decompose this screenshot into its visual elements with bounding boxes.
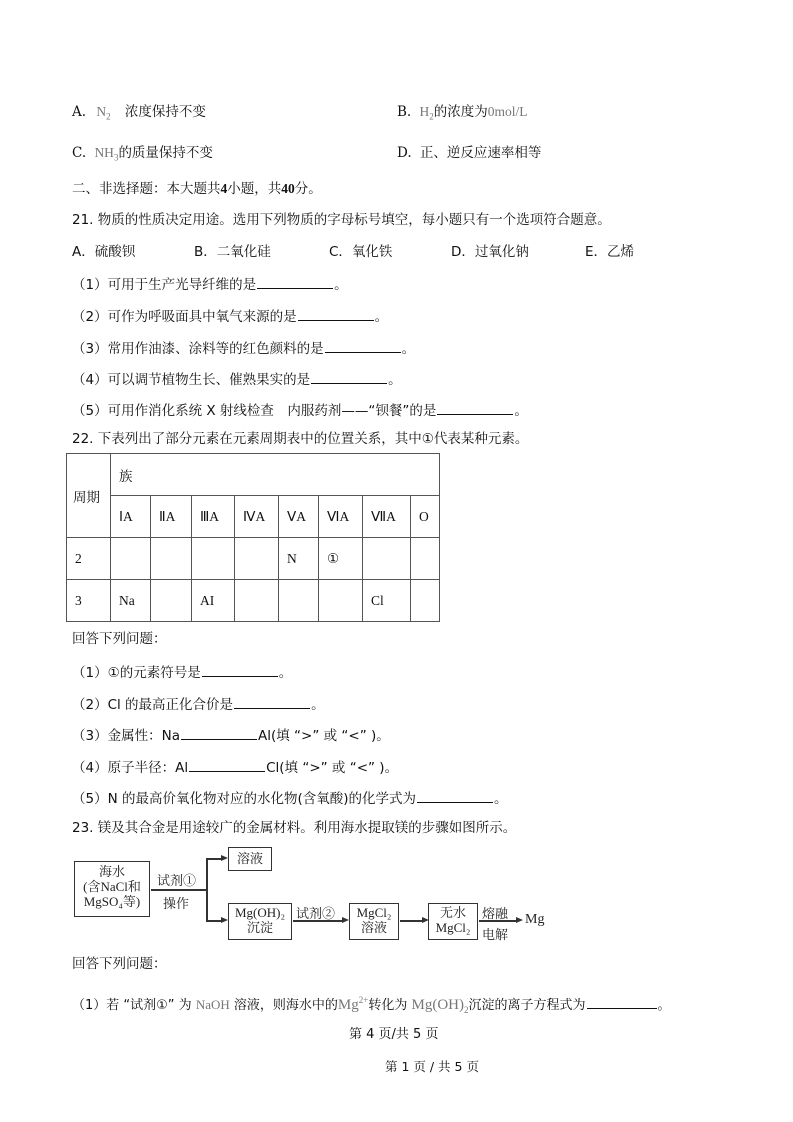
arrow-icon [221,855,228,861]
step3-bottom-label: 电解 [482,927,509,942]
arrow-icon [342,917,349,923]
q22-sub3: （3）金属性：Na Al(填 “>” 或 “<” )。 [72,725,390,745]
answer-blank[interactable] [437,400,513,415]
mgcl2-solution-box: MgCl₂ 溶液 [349,903,399,940]
group-cell: ⅤA [279,496,319,538]
option-c: C. $NH_3$的质量保持不变 [72,145,213,163]
q21-sub3: （3）常用作油漆、涂料等的红色颜料的是 。 [72,338,415,358]
answer-blank[interactable] [311,369,387,384]
step1-bottom-label: 操作 [163,896,190,911]
q21-sub5: （5）可用作消化系统 X 射线检查 内服药剂——“钡餐”的是 。 [72,400,528,420]
q23-answer-prompt: 回答下列问题： [72,956,167,972]
option-b: B. $H_2$的浓度为0mol/L [397,104,528,122]
q21-sub4: （4）可以调节植物生长、催熟果实的是 。 [72,369,402,389]
group-header: 族 [111,454,440,496]
step3-top-label: 熔融 [482,906,509,921]
group-cell: ⅥA [319,496,363,538]
group-cell: ⅢA [192,496,235,538]
step1-top-label: 试剂① [157,873,197,888]
q23-sub1: （1）若 “试剂①” 为 NaOH 溶液，则海水中的$Mg^{2+}$转化为 $Mg(OH)_2$沉淀的离子方程式为 。 [72,995,671,1015]
group-cell: ⅡA [151,496,192,538]
step2-label: 试剂② [296,906,336,921]
arrow-icon [221,917,228,923]
answer-blank[interactable] [181,725,257,740]
answer-blank[interactable] [587,994,657,1009]
period-header: 周期 [67,454,111,538]
group-cell: ⅦA [363,496,411,538]
group-cell: O [411,496,440,538]
table-row: 3 Na AI Cl [67,580,440,622]
answer-blank[interactable] [234,694,310,709]
option-d: D. 正、逆反应速率相等 [397,145,542,161]
solution-box: 溶液 [228,847,272,871]
outer-page-number: 第 1 页 / 共 5 页 [385,1059,479,1074]
answer-blank[interactable] [189,757,265,772]
q21-stem: 21. 物质的性质决定用途。选用下列物质的字母标号填空，每小题只有一个选项符合题意。 [72,212,611,228]
q22-sub2: （2）Cl 的最高正化合价是 。 [72,694,325,714]
answer-blank[interactable] [298,306,374,321]
option-a: A. $N_2$ 浓度保持不变 [72,104,206,122]
answer-blank[interactable] [417,788,493,803]
q21-sub1: （1）可用于生产光导纤维的是 。 [72,274,348,294]
periodic-table [66,453,440,622]
arrow-icon [516,917,523,923]
q22-sub1: （1）①的元素符号是 。 [72,662,292,682]
seawater-box: 海水 (含NaCl和 MgSO₄等) [74,861,150,917]
section-heading: 二、非选择题：本大题共4小题，共40分。 [72,181,322,197]
answer-blank[interactable] [325,338,401,353]
inner-page-number: 第 4 页/共 5 页 [349,1027,439,1042]
answer-blank[interactable] [202,662,278,677]
q22-sub5: （5）N 的最高价氧化物对应的水化物(含氧酸)的化学式为 。 [72,788,508,808]
q22-answer-prompt: 回答下列问题： [72,631,167,647]
group-cell: ⅠA [111,496,151,538]
product-label: Mg [525,912,545,927]
group-cell: ⅣA [235,496,279,538]
q22-sub4: （4）原子半径：Al Cl(填 “>” 或 “<” )。 [72,757,398,777]
anhydrous-box: 无水 MgCl₂ [428,903,478,940]
precipitate-box: Mg(OH)₂ 沉淀 [228,903,292,940]
q22-stem: 22. 下表列出了部分元素在元素周期表中的位置关系，其中①代表某种元素。 [72,431,529,447]
q23-stem: 23. 镁及其合金是用途较广的金属材料。利用海水提取镁的步骤如图所示。 [72,820,517,836]
answer-blank[interactable] [257,274,333,289]
q21-sub2: （2）可作为呼吸面具中氧气来源的是 。 [72,306,388,326]
table-row: 2 N ① [67,538,440,580]
